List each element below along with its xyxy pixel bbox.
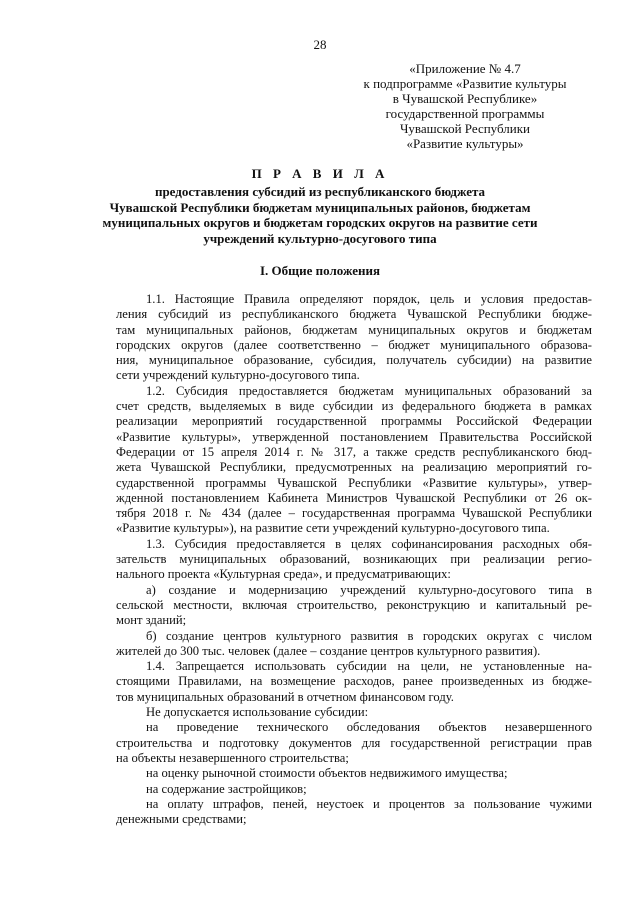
subtitle-line: предоставления субсидий из республиканского бюджета	[154, 184, 486, 199]
body-line: на объекты незавершенного строительства;	[116, 750, 349, 765]
appendix-line: Чувашской Республики	[399, 121, 531, 136]
body-line: денежными средствами;	[116, 812, 247, 827]
body-line: строительства и подготовку документов для государственной регистрации прав	[116, 735, 592, 750]
body-line: жета Чувашской Республики, предусмотренных на реализацию мероприятий го-	[116, 460, 592, 475]
body-line: на содержание застройщиков;	[146, 781, 307, 796]
body-line: монт зданий;	[116, 613, 187, 628]
body-line: стоящими Правилами, на возмещение расходов, ранее произведенных из бюдже-	[116, 674, 592, 689]
subtitle-line: Чувашской Республики бюджетам муниципальных районов, бюджетам	[109, 199, 531, 215]
body-line: 1.3. Субсидия предоставляется в целях софинансирования расходных обя-	[146, 536, 592, 551]
body-line: а) создание и модернизацию учреждений культурно-досугового типа в	[146, 582, 592, 597]
appendix-line: в Чувашской Республике»	[392, 91, 538, 106]
appendix-reference	[340, 61, 590, 151]
document-subtitle	[80, 184, 560, 246]
document-body	[116, 292, 592, 827]
appendix-line: к подпрограмме «Развитие культуры	[363, 76, 567, 91]
body-line: жителей до 300 тыс. человек (далее – создание центров культурного развития).	[116, 643, 541, 658]
document-title: П Р А В И Л А	[251, 166, 389, 181]
page-number: 28	[313, 37, 327, 52]
appendix-line: «Приложение № 4.7	[409, 61, 521, 76]
body-line: нального проекта «Культурная среда», и предусматривающих:	[116, 567, 451, 582]
body-line: 1.1. Настоящие Правила определяют порядок, цель и условия предостав-	[146, 292, 592, 306]
body-line: «Развитие культуры», утвержденной постановлением Правительства Российской	[116, 429, 592, 444]
body-line: тября 2018 г. № 434 (далее – государственная программа Чувашской Республики	[116, 506, 592, 521]
body-line: ления субсидий из республиканского бюджета Чувашской Республики бюдже-	[116, 307, 592, 322]
body-line: ния, муниципальное образование, субсидия, получатель субсидии) на развитие	[116, 353, 592, 368]
appendix-line: «Развитие культуры»	[406, 136, 524, 151]
body-line: сельской местности, включая строительство, реконструкцию и капитальный ре-	[116, 597, 592, 612]
body-line: Федерации от 15 апреля 2014 г. № 317, а также средств республиканского бюд-	[116, 444, 592, 459]
subtitle-line: учреждений культурно-досугового типа	[203, 230, 437, 246]
body-line: на проведение технического обследования объектов незавершенного	[146, 720, 592, 735]
body-line: тов муниципальных образований в отчетном финансовом году.	[116, 689, 454, 704]
body-line: «Развитие культуры»), на развитие сети учреждений культурно-досугового типа.	[116, 521, 550, 536]
body-line: на оценку рыночной стоимости объектов недвижимого имущества;	[146, 766, 508, 781]
body-line: жденной постановлением Кабинета Министров Чувашской Республики от 26 ок-	[116, 490, 592, 505]
section-heading: I. Общие положения	[260, 263, 380, 278]
body-line: сударственной программы Чувашской Республики «Развитие культуры», утвер-	[116, 475, 592, 490]
body-line: реализации мероприятий государственной программы Российской Федерации	[116, 414, 592, 429]
body-line: там муниципальных районов, бюджетам муниципальных округов и бюджетам	[116, 322, 592, 337]
body-line: зательств муниципальных образований, возникающих при реализации регио-	[116, 552, 592, 567]
body-line: 1.4. Запрещается использовать субсидии на цели, не установленные на-	[146, 659, 592, 674]
body-line: счет средств, выделяемых в виде субсидии из федерального бюджета в рамках	[116, 399, 592, 414]
body-line: Не допускается использование субсидии:	[146, 705, 369, 720]
subtitle-line: муниципальных округов и бюджетам городских округов на развитие сети	[102, 215, 538, 230]
body-line: городских округов (далее соответственно – бюджет муниципального образова-	[116, 337, 592, 352]
body-line: 1.2. Субсидия предоставляется бюджетам муниципальных образований за	[146, 383, 592, 398]
body-line: на оплату штрафов, пеней, неустоек и процентов за пользование чужими	[146, 796, 592, 811]
appendix-line: государственной программы	[385, 106, 545, 121]
body-line: б) создание центров культурного развития в городских округах с числом	[146, 628, 592, 643]
body-line: сети учреждений культурно-досугового типа.	[116, 368, 360, 383]
